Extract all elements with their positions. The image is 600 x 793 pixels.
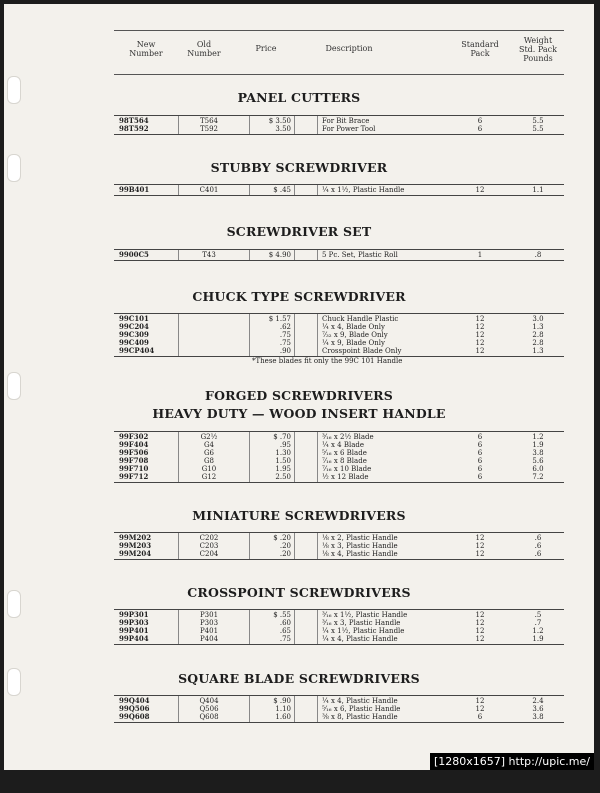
footnote: *These blades fit only the 99C 101 Handle xyxy=(252,357,403,365)
old-number-cell: Q404 xyxy=(199,697,219,705)
pack-cell: 12 xyxy=(475,347,485,355)
new-number-cell: 99C101 xyxy=(119,314,149,323)
price-cell: 2.50 xyxy=(275,473,291,481)
col-new-number: New Number xyxy=(129,40,163,58)
price-cell: .60 xyxy=(279,619,291,627)
pack-cell: 6 xyxy=(477,433,483,441)
table-row xyxy=(114,705,564,713)
weight-cell: .6 xyxy=(534,550,542,558)
old-number-cell: G10 xyxy=(201,465,217,473)
price-cell: .20 xyxy=(279,550,291,558)
table-row xyxy=(114,347,564,355)
price-cell: 1.50 xyxy=(275,457,291,465)
pack-cell: 6 xyxy=(477,449,483,457)
new-number-cell: 98T592 xyxy=(119,124,149,133)
description-cell: ⁵⁄₁₆ x 6 Blade xyxy=(322,449,367,457)
new-number-cell: 99P303 xyxy=(119,618,149,627)
weight-cell: 7.2 xyxy=(532,473,544,481)
description-cell: ⁷⁄₃₂ x 9, Blade Only xyxy=(322,331,388,339)
price-cell: $ .20 xyxy=(273,534,291,542)
description-cell: ³⁄₁₆ x 1½, Plastic Handle xyxy=(322,611,408,619)
old-number-cell: G12 xyxy=(201,473,217,481)
old-number-cell: G6 xyxy=(203,449,215,457)
weight-cell: 1.2 xyxy=(532,627,544,635)
price-cell: .65 xyxy=(279,627,291,635)
weight-cell: 3.6 xyxy=(532,705,544,713)
new-number-cell: 99F302 xyxy=(119,432,149,441)
new-number-cell: 99Q404 xyxy=(119,696,150,705)
new-number-cell: 99B401 xyxy=(119,185,150,194)
weight-cell: .6 xyxy=(534,534,542,542)
description-cell: ⅜ x 8, Plastic Handle xyxy=(322,713,398,721)
table-row xyxy=(114,315,564,323)
product-table xyxy=(114,431,564,483)
old-number-cell: P404 xyxy=(199,635,219,643)
weight-cell: 5.5 xyxy=(532,117,544,125)
price-cell: $ .45 xyxy=(273,186,291,194)
table-row xyxy=(114,186,564,194)
pack-cell: 12 xyxy=(475,635,485,643)
description-cell: ³⁄₁₆ x 2½ Blade xyxy=(322,433,374,441)
weight-cell: 5.5 xyxy=(532,125,544,133)
product-table xyxy=(114,532,564,560)
weight-cell: 3.8 xyxy=(532,713,544,721)
weight-cell: 1.2 xyxy=(532,433,544,441)
weight-cell: 1.9 xyxy=(532,441,544,449)
old-number-cell: G8 xyxy=(203,457,215,465)
section-heading: CHUCK TYPE SCREWDRIVER xyxy=(192,289,406,304)
new-number-cell: 99P301 xyxy=(119,610,149,619)
table-row xyxy=(114,550,564,558)
table-row xyxy=(114,697,564,705)
table-row xyxy=(114,441,564,449)
description-cell: ¼ x 9, Blade Only xyxy=(322,339,385,347)
description-cell: ⁷⁄₁₆ x 8 Blade xyxy=(322,457,367,465)
old-number-cell: Q506 xyxy=(199,705,219,713)
product-rows xyxy=(114,695,564,723)
pack-cell: 6 xyxy=(477,117,483,125)
price-cell: $ .90 xyxy=(273,697,291,705)
description-cell: ¼ x 4, Plastic Handle xyxy=(322,697,398,705)
pack-cell: 12 xyxy=(475,339,485,347)
weight-cell: 3.8 xyxy=(532,449,544,457)
product-rows xyxy=(114,313,564,357)
section-heading: HEAVY DUTY — WOOD INSERT HANDLE xyxy=(152,406,446,421)
old-number-cell: Q608 xyxy=(199,713,219,721)
description-cell: ¼ x 4, Blade Only xyxy=(322,323,385,331)
col-old-number: Old Number xyxy=(187,40,221,58)
description-cell: ¼ x 4, Plastic Handle xyxy=(322,635,398,643)
old-number-cell: T592 xyxy=(199,125,219,133)
table-row xyxy=(114,542,564,550)
pack-cell: 6 xyxy=(477,441,483,449)
pack-cell: 1 xyxy=(477,251,483,259)
pack-cell: 12 xyxy=(475,705,485,713)
pack-cell: 12 xyxy=(475,697,485,705)
pack-cell: 6 xyxy=(477,713,483,721)
pack-cell: 12 xyxy=(475,534,485,542)
new-number-cell: 99Q506 xyxy=(119,704,150,713)
table-row xyxy=(114,465,564,473)
pack-cell: 12 xyxy=(475,323,485,331)
col-weight: Weight Std. Pack Pounds xyxy=(518,36,558,63)
old-number-cell: P303 xyxy=(199,619,219,627)
description-cell: For Bit Brace xyxy=(322,117,370,125)
section-heading: STUBBY SCREWDRIVER xyxy=(210,160,388,175)
weight-cell: 3.0 xyxy=(532,315,544,323)
old-number-cell: T564 xyxy=(199,117,219,125)
product-rows xyxy=(114,115,564,135)
weight-cell: 6.0 xyxy=(532,465,544,473)
new-number-cell: 99M204 xyxy=(119,549,152,558)
product-table xyxy=(114,609,564,645)
old-number-cell: C204 xyxy=(199,550,219,558)
description-cell: ¼ x 1½, Plastic Handle xyxy=(322,627,405,635)
weight-cell: 2.4 xyxy=(532,697,544,705)
new-number-cell: 99C409 xyxy=(119,338,149,347)
table-row xyxy=(114,331,564,339)
price-cell: 1.60 xyxy=(275,713,291,721)
table-row xyxy=(114,117,564,125)
description-cell: ⅛ x 2, Plastic Handle xyxy=(322,534,398,542)
description-cell: ¼ x 1½, Plastic Handle xyxy=(322,186,405,194)
description-cell: For Power Tool xyxy=(322,125,376,133)
pack-cell: 6 xyxy=(477,125,483,133)
new-number-cell: 99F708 xyxy=(119,456,149,465)
weight-cell: .8 xyxy=(534,251,542,259)
weight-cell: 1.9 xyxy=(532,635,544,643)
price-cell: .95 xyxy=(279,441,291,449)
description-cell: 5 Pc. Set, Plastic Roll xyxy=(322,251,398,259)
description-cell: ⅛ x 4, Plastic Handle xyxy=(322,550,398,558)
section-heading: SCREWDRIVER SET xyxy=(226,224,372,239)
table-row xyxy=(114,339,564,347)
new-number-cell: 99CP404 xyxy=(119,346,155,355)
product-rows xyxy=(114,609,564,645)
new-number-cell: 99P401 xyxy=(119,626,149,635)
pack-cell: 12 xyxy=(475,627,485,635)
old-number-cell: C202 xyxy=(199,534,219,542)
price-cell: $ 1.57 xyxy=(268,315,291,323)
weight-cell: .6 xyxy=(534,542,542,550)
old-number-cell: T43 xyxy=(202,251,216,259)
description-cell: ⁷⁄₁₆ x 10 Blade xyxy=(322,465,372,473)
product-rows xyxy=(114,249,564,261)
new-number-cell: 99F710 xyxy=(119,464,149,473)
weight-cell: .5 xyxy=(534,611,542,619)
price-cell: 1.95 xyxy=(275,465,291,473)
new-number-cell: 99M203 xyxy=(119,541,152,550)
product-table xyxy=(114,115,564,135)
description-cell: Crosspoint Blade Only xyxy=(322,347,402,355)
new-number-cell: 99F506 xyxy=(119,448,149,457)
price-cell: .90 xyxy=(279,347,291,355)
table-row xyxy=(114,534,564,542)
description-cell: ½ x 12 Blade xyxy=(322,473,369,481)
new-number-cell: 98T564 xyxy=(119,116,149,125)
price-cell: .75 xyxy=(279,635,291,643)
section-heading: PANEL CUTTERS xyxy=(237,90,361,105)
old-number-cell: G2½ xyxy=(200,433,218,441)
table-row xyxy=(114,473,564,481)
pack-cell: 6 xyxy=(477,473,483,481)
table-row xyxy=(114,449,564,457)
table-row xyxy=(114,433,564,441)
product-rows xyxy=(114,184,564,196)
table-row xyxy=(114,635,564,643)
product-table xyxy=(114,695,564,723)
old-number-cell: G4 xyxy=(203,441,215,449)
old-number-cell: C401 xyxy=(199,186,219,194)
price-cell: 3.50 xyxy=(275,125,291,133)
weight-cell: .7 xyxy=(534,619,542,627)
table-row xyxy=(114,713,564,721)
section-heading: FORGED SCREWDRIVERS xyxy=(205,388,393,403)
table-row xyxy=(114,323,564,331)
pack-cell: 12 xyxy=(475,619,485,627)
price-cell: .75 xyxy=(279,331,291,339)
pack-cell: 12 xyxy=(475,611,485,619)
section-heading: SQUARE BLADE SCREWDRIVERS xyxy=(178,671,420,686)
catalog-page xyxy=(4,4,594,770)
product-rows xyxy=(114,532,564,560)
new-number-cell: 99Q608 xyxy=(119,712,150,721)
pack-cell: 6 xyxy=(477,457,483,465)
price-cell: 1.30 xyxy=(275,449,291,457)
table-row xyxy=(114,251,564,259)
col-description: Description xyxy=(325,44,373,53)
weight-cell: 1.3 xyxy=(532,323,544,331)
new-number-cell: 99C309 xyxy=(119,330,149,339)
new-number-cell: 99M202 xyxy=(119,533,152,542)
pack-cell: 6 xyxy=(477,465,483,473)
description-cell: ⅛ x 3, Plastic Handle xyxy=(322,542,398,550)
price-cell: $ .55 xyxy=(273,611,291,619)
column-header xyxy=(4,30,594,78)
col-standard-pack: Standard Pack xyxy=(461,40,499,58)
table-row xyxy=(114,619,564,627)
section-heading: CROSSPOINT SCREWDRIVERS xyxy=(187,585,411,600)
weight-cell: 5.6 xyxy=(532,457,544,465)
product-table xyxy=(114,249,564,261)
image-stamp: [1280x1657] http://upic.me/ xyxy=(430,753,594,770)
section-heading: MINIATURE SCREWDRIVERS xyxy=(192,508,406,523)
old-number-cell: C203 xyxy=(199,542,219,550)
new-number-cell: 9900C5 xyxy=(119,250,149,259)
pack-cell: 12 xyxy=(475,331,485,339)
pack-cell: 12 xyxy=(475,186,485,194)
weight-cell: 2.8 xyxy=(532,339,544,347)
old-number-cell: P301 xyxy=(199,611,219,619)
description-cell: ¼ x 4 Blade xyxy=(322,441,365,449)
description-cell: Chuck Handle Plastic xyxy=(322,315,399,323)
product-table xyxy=(114,313,564,365)
new-number-cell: 99F712 xyxy=(119,472,149,481)
table-row xyxy=(114,457,564,465)
table-row xyxy=(114,611,564,619)
price-cell: $ .70 xyxy=(273,433,291,441)
pack-cell: 12 xyxy=(475,315,485,323)
old-number-cell: P401 xyxy=(199,627,219,635)
price-cell: .75 xyxy=(279,339,291,347)
new-number-cell: 99C204 xyxy=(119,322,149,331)
new-number-cell: 99P404 xyxy=(119,634,149,643)
price-cell: .20 xyxy=(279,542,291,550)
price-cell: 1.10 xyxy=(275,705,291,713)
pack-cell: 12 xyxy=(475,550,485,558)
description-cell: ³⁄₁₆ x 3, Plastic Handle xyxy=(322,619,401,627)
weight-cell: 2.8 xyxy=(532,331,544,339)
price-cell: $ 3.50 xyxy=(268,117,291,125)
pack-cell: 12 xyxy=(475,542,485,550)
product-rows xyxy=(114,431,564,483)
weight-cell: 1.1 xyxy=(532,186,544,194)
description-cell: ⁵⁄₁₆ x 6, Plastic Handle xyxy=(322,705,401,713)
weight-cell: 1.3 xyxy=(532,347,544,355)
table-row xyxy=(114,125,564,133)
col-price: Price xyxy=(255,44,277,53)
price-cell: $ 4.90 xyxy=(268,251,291,259)
product-table xyxy=(114,184,564,196)
table-row xyxy=(114,627,564,635)
new-number-cell: 99F404 xyxy=(119,440,149,449)
header-bottom-rule xyxy=(114,74,564,75)
price-cell: .62 xyxy=(279,323,291,331)
